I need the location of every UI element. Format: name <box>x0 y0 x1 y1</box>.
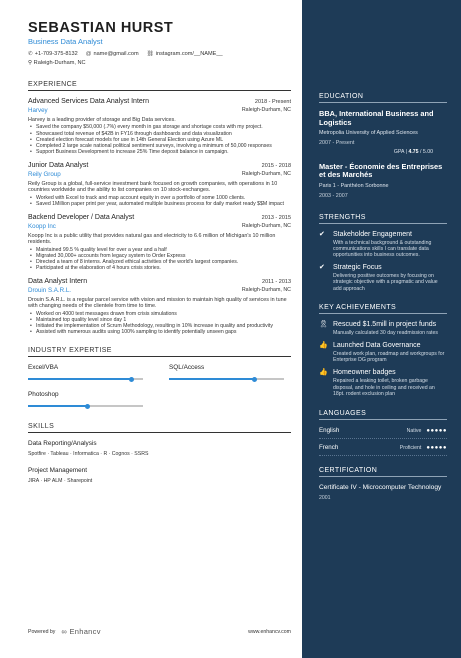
job-bullets <box>28 195 291 207</box>
job-date: 2018 - Present <box>254 99 291 105</box>
expertise-fill <box>28 378 132 380</box>
certification-section <box>319 467 447 501</box>
bullet-item: • Directed a team of 8 interns. Analyzed ethical activities of the world's largest companies. <box>28 259 291 265</box>
expertise-item <box>28 364 143 380</box>
language-dots: ●●●●● <box>426 427 447 434</box>
job-description: Drouin S.A.R.L. is a regular parcel service with vision and mission to maintain high quality of services in tune with changing needs of the clientele from time to time. <box>28 297 287 310</box>
job-description: Reily Group is a global, full-service investment bank focused on growth companies, with operations in 10 countries worldwide and the ability to list companies on 10 stock-exchanges. <box>28 180 278 194</box>
sidebar-column <box>302 0 461 658</box>
expertise-knob <box>252 377 257 382</box>
contact-row <box>28 51 291 57</box>
expertise-bar <box>169 378 284 380</box>
job-city: Raleigh-Durham, NC <box>241 222 291 229</box>
powered-by-label: Powered by <box>28 628 56 635</box>
skill-group <box>28 467 291 484</box>
experience-title: EXPERIENCE <box>28 81 291 91</box>
strength-title: Stakeholder Engagement <box>333 230 412 238</box>
job-bullets <box>28 124 291 154</box>
strengths-title: STRENGTHS <box>319 214 447 224</box>
ribbon-icon: 🎗 <box>319 320 328 328</box>
skills-title: SKILLS <box>28 423 291 433</box>
strength-item <box>319 264 447 292</box>
phone-icon: ✆ <box>28 51 33 57</box>
bullet-item: • Showcased total revenue of $42B in FY16 through dashboards and data visualization <box>28 131 291 137</box>
achievement-desc: Repaired a leaking toilet, broken garbage disposal, and hole in ceiling and received an 18pt. rodent exclusion plan <box>333 378 435 397</box>
bullet-item: • Worked with Excel to track and map account equity in over a portfolio of some 1000 clients. <box>28 195 291 201</box>
industry-section <box>28 347 291 407</box>
job-city: Raleigh-Durham, NC <box>241 170 291 177</box>
language-level: Proficient <box>399 444 422 451</box>
bullet-item: • Completed 2 large scale national political sentiment surveys, involving a minimum of 50,000 responses <box>28 143 291 149</box>
expertise-bar <box>28 405 143 407</box>
candidate-role: Business Data Analyst <box>28 37 103 46</box>
footer <box>28 627 291 636</box>
skill-group <box>28 440 291 457</box>
expertise-bar <box>28 378 143 380</box>
language-level: Native <box>406 427 422 434</box>
edu-date: 2007 - Present <box>319 139 355 146</box>
bullet-item: • Participated at the elaboration of 4 hours crisis stories. <box>28 265 291 271</box>
email-contact[interactable]: @ name@gmail.com <box>85 51 139 57</box>
language-dots: ●●●●● <box>426 444 447 451</box>
education-title: EDUCATION <box>319 93 447 103</box>
thumbs-up-icon: 👍 <box>319 369 328 377</box>
edu-degree: Master - Économie des Entreprises et des Marchés <box>319 161 443 180</box>
expertise-knob <box>129 377 134 382</box>
job-entry <box>28 98 291 155</box>
job-entry <box>28 162 291 207</box>
pin-icon: ⚲ <box>28 60 33 66</box>
candidate-name: SEBASTIAN HURST <box>28 20 174 36</box>
language-item <box>319 444 447 456</box>
location-contact: ⚲ Raleigh-Durham, NC <box>28 60 86 66</box>
strength-desc: Delivering positive outcomes by focusing on strategic objective with a pragmatic and value add approach <box>333 273 438 292</box>
job-bullets <box>28 311 291 335</box>
achievement-title: Homeowner badges <box>333 369 396 377</box>
bullet-item: • Initiated the implementation of Scrum Methodology, resulting in 10% increase in quality and productivity <box>28 323 291 329</box>
strength-desc: With a technical background & outstanding communications skills I can translate data opportunities into business outcomes. <box>333 239 432 258</box>
bullet-item: • Support Business Development to increase 25% Time deposit balance in campaign. <box>28 149 291 155</box>
expertise-knob <box>85 404 90 409</box>
skill-group-title: Project Management <box>28 467 87 475</box>
thumbs-up-icon: 👍 <box>319 341 328 349</box>
bullet-item: • Created election forecast models for use in 14th General Election using Azure ML <box>28 137 291 143</box>
check-icon: ✔ <box>319 230 325 238</box>
job-title: Data Analyst Intern <box>28 278 88 286</box>
language-name: English <box>319 427 340 434</box>
achievement-title: Launched Data Governance <box>333 341 421 349</box>
achievements-section <box>319 304 447 397</box>
language-item <box>319 427 447 439</box>
achievement-item <box>319 369 447 397</box>
job-date: 2013 - 2015 <box>261 214 291 221</box>
skill-group-items: Spotfire · Tableau · Informatica · R · Cognos · SSRS <box>28 451 149 458</box>
expertise-fill <box>169 378 254 380</box>
edu-school: Paris 1 - Panthéon Sorbonne <box>319 182 389 189</box>
bullet-item: • Saved the company $50,000 (.7%) every month in gas storage and shortage costs with my project. <box>28 124 291 130</box>
check-icon: ✔ <box>319 264 325 272</box>
education-section <box>319 93 447 199</box>
strengths-section <box>319 214 447 292</box>
certification-name: Certificate IV - Microcomputer Technology <box>319 484 442 491</box>
job-city: Raleigh-Durham, NC <box>241 107 291 113</box>
strength-title: Strategic Focus <box>333 264 382 272</box>
languages-section <box>319 410 447 456</box>
strength-item <box>319 231 447 259</box>
job-company: Drouin S.A.R.L. <box>28 287 71 295</box>
experience-section <box>28 81 291 335</box>
achievement-title: Rescued $1.5mill in project funds <box>333 320 437 328</box>
expertise-item <box>28 391 143 407</box>
edu-date: 2003 - 2007 <box>319 192 348 199</box>
skill-group-title: Data Reporting/Analysis <box>28 440 97 448</box>
achievement-item <box>319 342 447 363</box>
expertise-name: Excel/VBA <box>28 364 59 372</box>
languages-title: LANGUAGES <box>319 410 447 420</box>
bullet-item: • Saved 1Million paper print per year, automated multiple business process for daily market ready $$M impact <box>28 201 291 207</box>
job-date: 2015 - 2018 <box>261 162 291 169</box>
job-description: Harvey is a leading provider of storage and Big Data services. <box>28 117 176 123</box>
skills-section <box>28 423 291 484</box>
phone-contact: ✆ +1-709-375-8132 <box>28 51 78 57</box>
expertise-fill <box>28 405 88 407</box>
enhancv-logo-icon: ∞ <box>61 627 68 636</box>
certification-title: CERTIFICATION <box>319 467 447 477</box>
edu-gpa: GPA | 4.75 / 5.00 <box>393 148 433 155</box>
edu-school: Metropolia University of Applied Sciences <box>319 130 418 137</box>
footer-url[interactable]: www.enhancv.com <box>248 628 291 635</box>
achievements-title: KEY ACHIEVEMENTS <box>319 304 447 314</box>
achievement-item <box>319 321 447 336</box>
job-entry <box>28 214 291 271</box>
job-title: Junior Data Analyst <box>28 161 89 169</box>
expertise-name: SQL/Access <box>169 364 205 372</box>
job-company: Reily Group <box>28 170 61 178</box>
enhancv-logo[interactable]: ∞ Enhancv <box>61 627 101 636</box>
job-bullets <box>28 247 291 271</box>
certification-date: 2001 <box>319 494 331 501</box>
bullet-item: • Assisted with numerous audits using 100% sampling to identify potentially unseen gaps <box>28 329 291 335</box>
achievement-desc: Manually calculated 30 day readmission rates <box>333 329 438 336</box>
job-company: Koopp Inc <box>28 222 56 230</box>
job-company: Harvey <box>28 107 48 114</box>
job-description: Koopp Inc is a public utility that provides natural gas and electricity to 6.6 million of Michigan's 10 million residents. <box>28 232 276 246</box>
job-city: Raleigh-Durham, NC <box>241 287 291 294</box>
bullet-item: • Maintained top quality level since day 1 <box>28 317 291 323</box>
job-entry <box>28 278 291 335</box>
expertise-name: Photoshop <box>28 391 59 399</box>
footer-brand <box>28 627 101 636</box>
instagram-contact[interactable]: ⛓ instagram.com/__NAME__ <box>146 51 223 57</box>
job-title: Advanced Services Data Analyst Intern <box>28 98 150 105</box>
at-icon: @ <box>85 51 92 57</box>
bullet-item: • Maintained 99.5 % quality level for over a year and a half <box>28 247 291 253</box>
edu-degree: BBA, International Business and Logistics <box>319 109 434 127</box>
bullet-item: • Migrated 30,000+ accounts from legacy system to Order Express <box>28 253 291 259</box>
expertise-item <box>169 364 284 380</box>
education-item <box>319 110 447 155</box>
achievement-desc: Created work plan, roadmap and workgroups for Enterprise DG program <box>333 350 445 364</box>
industry-title: INDUSTRY EXPERTISE <box>28 347 291 357</box>
job-date: 2011 - 2013 <box>262 279 291 286</box>
bullet-item: • Worked on 4000 text messages drawn from crisis simulations <box>28 311 291 317</box>
education-item <box>319 163 447 199</box>
language-name: French <box>319 444 339 451</box>
link-icon: ⛓ <box>146 51 154 57</box>
skill-group-items: JIRA · HP ALM · Sharepoint <box>28 478 93 485</box>
job-title: Backend Developer / Data Analyst <box>28 213 135 221</box>
